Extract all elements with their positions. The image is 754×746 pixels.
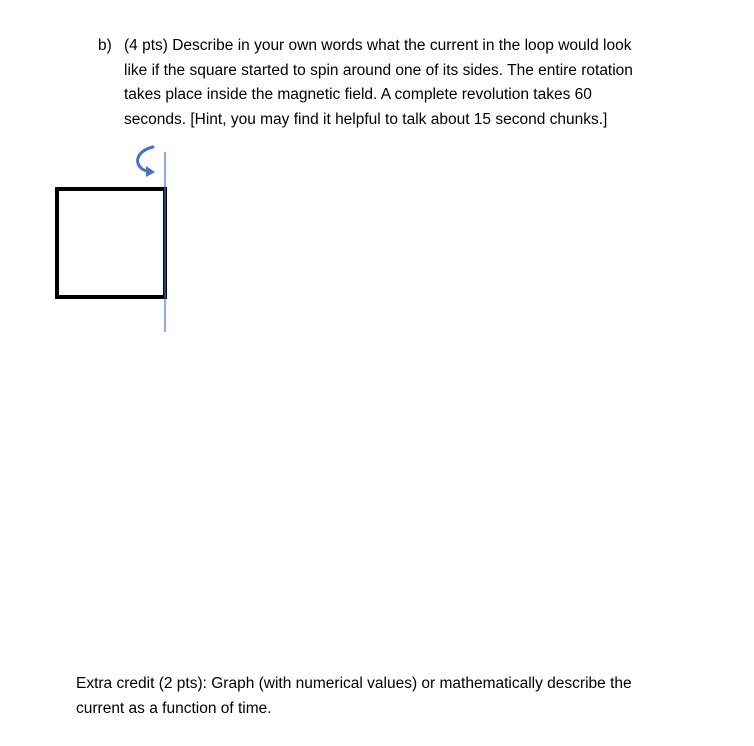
extra-credit <box>76 672 716 721</box>
question-line: seconds. [Hint, you may find it helpful to talk about 15 second chunks.] <box>124 110 608 128</box>
extra-credit-line: current as a function of time. <box>76 699 272 717</box>
question-label: b) <box>98 37 112 54</box>
question-line: like if the square started to spin around one of its sides. The entire rotation <box>124 61 633 79</box>
rotation-arrow-icon <box>138 147 155 177</box>
question-line: (4 pts) Describe in your own words what the current in the loop would look <box>124 37 632 54</box>
question-line: takes place inside the magnetic field. A complete revolution takes 60 <box>124 86 592 103</box>
wire-loop-square <box>57 189 165 297</box>
extra-credit-line: Extra credit (2 pts): Graph (with numerical values) or mathematically describe the <box>76 675 632 692</box>
